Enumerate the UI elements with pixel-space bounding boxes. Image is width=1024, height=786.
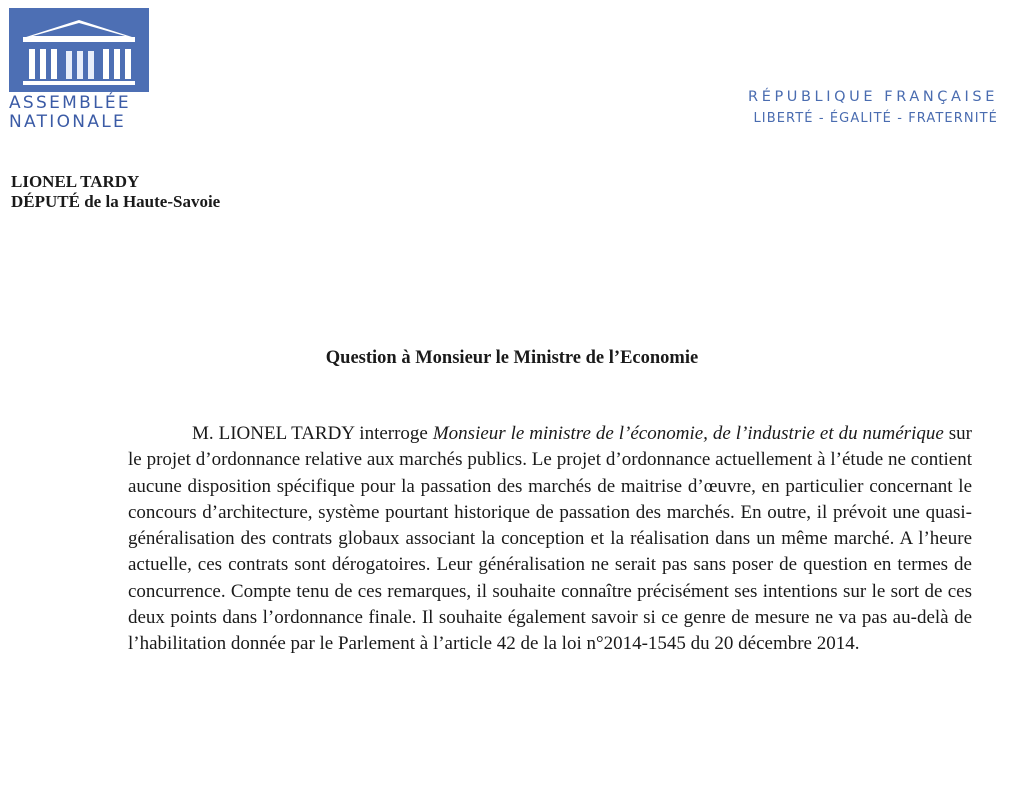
deputy-role-suffix: de la Haute-Savoie [79, 192, 221, 211]
body-minister-italic: Monsieur le ministre de l’économie, de l’industrie et du numérique [432, 423, 944, 444]
logo-line-1: ASSEMBLÉE [9, 93, 131, 113]
deputy-role-prefix: DÉPUTÉ [11, 192, 80, 211]
body-intro: M. LIONEL TARDY interroge [192, 423, 433, 444]
deputy-block [11, 172, 220, 212]
deputy-role [11, 192, 220, 212]
letter-title: Question à Monsieur le Ministre de l’Economie [325, 348, 699, 368]
letter-body [128, 421, 972, 658]
body-main: sur le projet d’ordonnance relative aux marchés publics. Le projet d’ordonnance actuellement à l’étude ne contient aucune disposition spécifique pour la passation des marchés de maitrise d’œuvre, en particulier concernant le concours d’architecture, système pourtant historique de passation des marchés. En outre, il prévoit une quasi-généralisation des contrats globaux associant la conception et la réalisation dans un même marché. A l’heure actuelle, ces contrats sont dérogatoires. Leur généralisation ne serait pas sans poser de question en termes de concurrence. Compte tenu de ces remarques, il souhaite connaître précisément ses intentions sur le sort de ces deux points dans l’ordonnance finale. Il souhaite également savoir si ce genre de mesure ne va pas au-delà de l’habilitation donnée par le Parlement à l’article 42 de la loi n°2014-1545 du 20 décembre 2014. [128, 423, 972, 655]
assemblee-nationale-wordmark [9, 94, 131, 132]
assemblee-nationale-logo [9, 8, 149, 92]
deputy-name: LIONEL TARDY [11, 172, 140, 191]
logo-line-2: NATIONALE [9, 112, 127, 132]
republic-motto: LIBERTÉ - ÉGALITÉ - FRATERNITÉ [753, 111, 998, 126]
palais-bourbon-icon [9, 8, 149, 92]
republique-francaise: RÉPUBLIQUE FRANÇAISE [748, 89, 998, 105]
republique-header [748, 88, 998, 128]
